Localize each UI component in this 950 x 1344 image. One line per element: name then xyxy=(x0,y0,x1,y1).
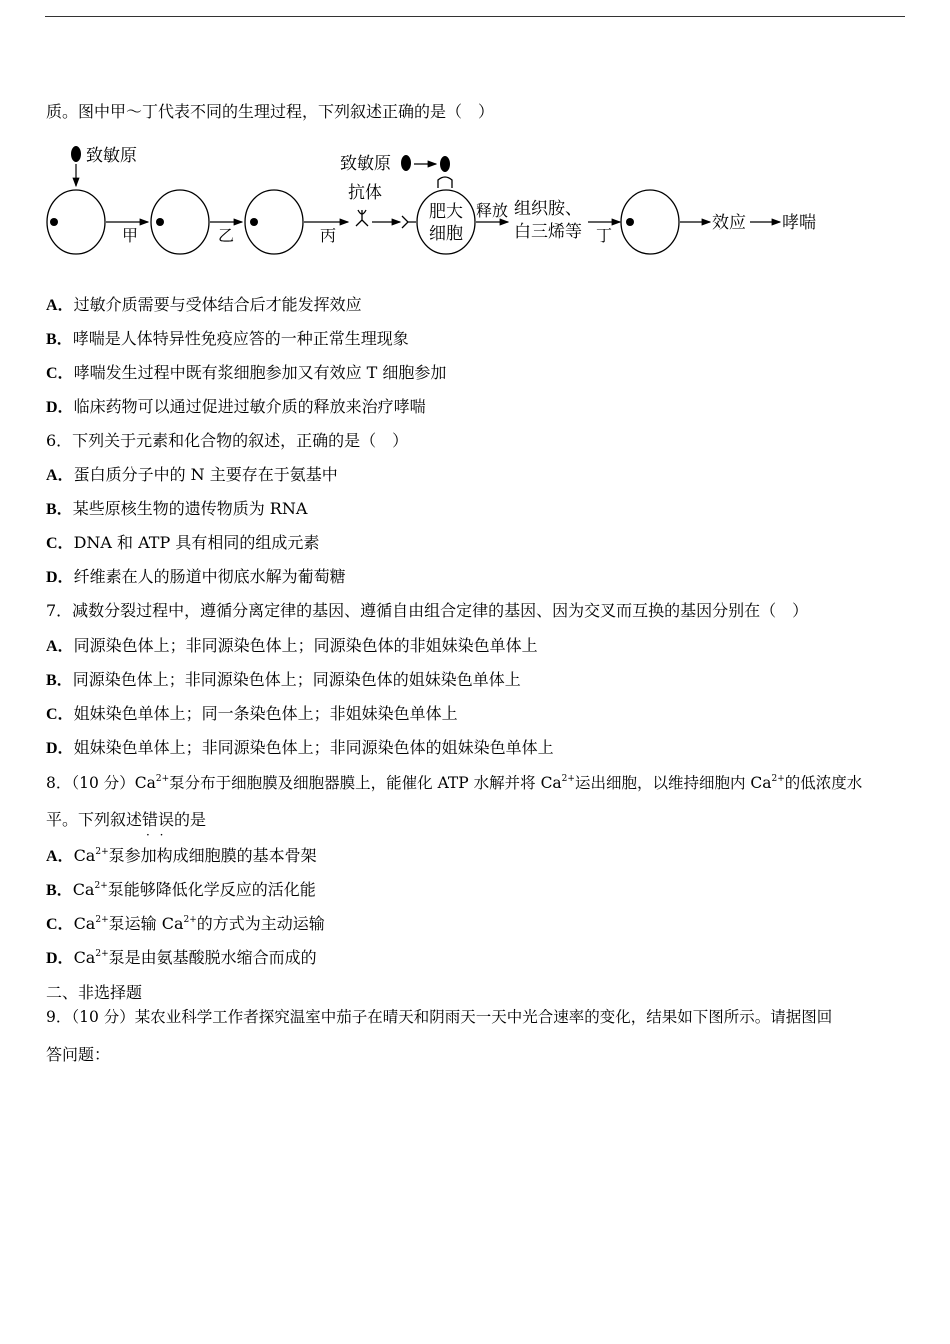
q8-stem-line-2: 平。下列叙述错误 · ·的是 xyxy=(46,810,206,830)
q8-stem-line-1: 8．（10 分）$Ca^{2+}$泵分布于细胞膜及细胞器膜上，能催化 ATP 水解并将 $Ca^{2+}$运出细胞，以维持细胞内 $Ca^{2+}$的低浓度水 xyxy=(46,774,863,792)
section-heading: 二、非选择题 xyxy=(46,983,143,1002)
q5-option-a: A．过敏介质需要与受体结合后才能发挥效应 xyxy=(46,295,362,314)
antibody-label: 抗体 xyxy=(348,183,382,203)
mast-cell-label-2: 细胞 xyxy=(429,224,463,244)
effect-label: 效应 xyxy=(712,213,746,233)
q8-option-a: A．$Ca^{2+}$泵参加构成细胞膜的基本骨架 xyxy=(46,846,317,865)
header-rule xyxy=(45,16,905,17)
allergen-dot-icon xyxy=(71,146,81,162)
mast-cell xyxy=(417,190,475,254)
release-label: 释放 xyxy=(476,201,509,220)
mediators-label-1: 组织胺、 xyxy=(514,199,582,219)
q6-stem: 6．下列关于元素和化合物的叙述，正确的是（ ） xyxy=(46,431,409,450)
step-bing: 丙 xyxy=(320,226,337,245)
q7-option-b: B．同源染色体上；非同源染色体上；同源染色体的姐妹染色单体上 xyxy=(46,670,521,689)
emphasis-dots: 错误 · · xyxy=(142,810,174,829)
mast-cell-label-1: 肥大 xyxy=(429,202,463,222)
q5-option-c: C．哮喘发生过程中既有浆细胞参加又有效应 T 细胞参加 xyxy=(46,363,447,382)
q9-stem-line-2: 答问题： xyxy=(46,1045,111,1064)
q8-option-b: B．$Ca^{2+}$泵能够降低化学反应的活化能 xyxy=(46,880,316,899)
q7-stem: 7．减数分裂过程中，遵循分离定律的基因、遵循自由组合定律的基因、因为交叉而互换的基因分别在（ ） xyxy=(46,601,809,620)
allergen-top-label: 致敏原 xyxy=(86,146,137,166)
antibody-icon xyxy=(356,210,368,226)
q7-option-d: D．姐妹染色单体上；非同源染色体上；非同源染色体的姐妹染色单体上 xyxy=(46,738,554,757)
q5-option-d: D．临床药物可以通过促进过敏介质的释放来治疗哮喘 xyxy=(46,397,426,416)
q6-option-d: D．纤维素在人的肠道中彻底水解为葡萄糖 xyxy=(46,567,346,586)
q6-option-a: A．蛋白质分子中的 N 主要存在于氨基中 xyxy=(46,465,338,484)
question-intro: 质。图中甲～丁代表不同的生理过程，下列叙述正确的是（ ） xyxy=(46,102,495,121)
q8-option-c: C．$Ca^{2+}$泵运输 $Ca^{2+}$的方式为主动运输 xyxy=(46,914,325,933)
step-ding: 丁 xyxy=(596,226,613,245)
q7-option-a: A．同源染色体上；非同源染色体上；同源染色体的非姐妹染色单体上 xyxy=(46,636,538,655)
step-jia: 甲 xyxy=(122,226,139,245)
mediators-label-2: 白三烯等 xyxy=(514,222,582,242)
q8-option-d: D．$Ca^{2+}$泵是由氨基酸脱水缩合而成的 xyxy=(46,948,317,967)
asthma-label: 哮喘 xyxy=(782,213,816,233)
allergy-diagram xyxy=(40,140,840,265)
q6-option-b: B．某些原核生物的遗传物质为 RNA xyxy=(46,499,308,518)
step-yi: 乙 xyxy=(218,226,235,245)
q9-stem-line-1: 9．（10 分）某农业科学工作者探究温室中茄子在晴天和阴雨天一天中光合速率的变化，结果如下图所示。请据图回 xyxy=(46,1008,833,1026)
q7-option-c: C．姐妹染色单体上；同一条染色体上；非姐妹染色单体上 xyxy=(46,704,458,723)
q6-option-c: C．DNA 和 ATP 具有相同的组成元素 xyxy=(46,533,320,552)
allergen-mid-label: 致敏原 xyxy=(340,154,391,174)
q5-option-b: B．哮喘是人体特异性免疫应答的一种正常生理现象 xyxy=(46,329,409,348)
